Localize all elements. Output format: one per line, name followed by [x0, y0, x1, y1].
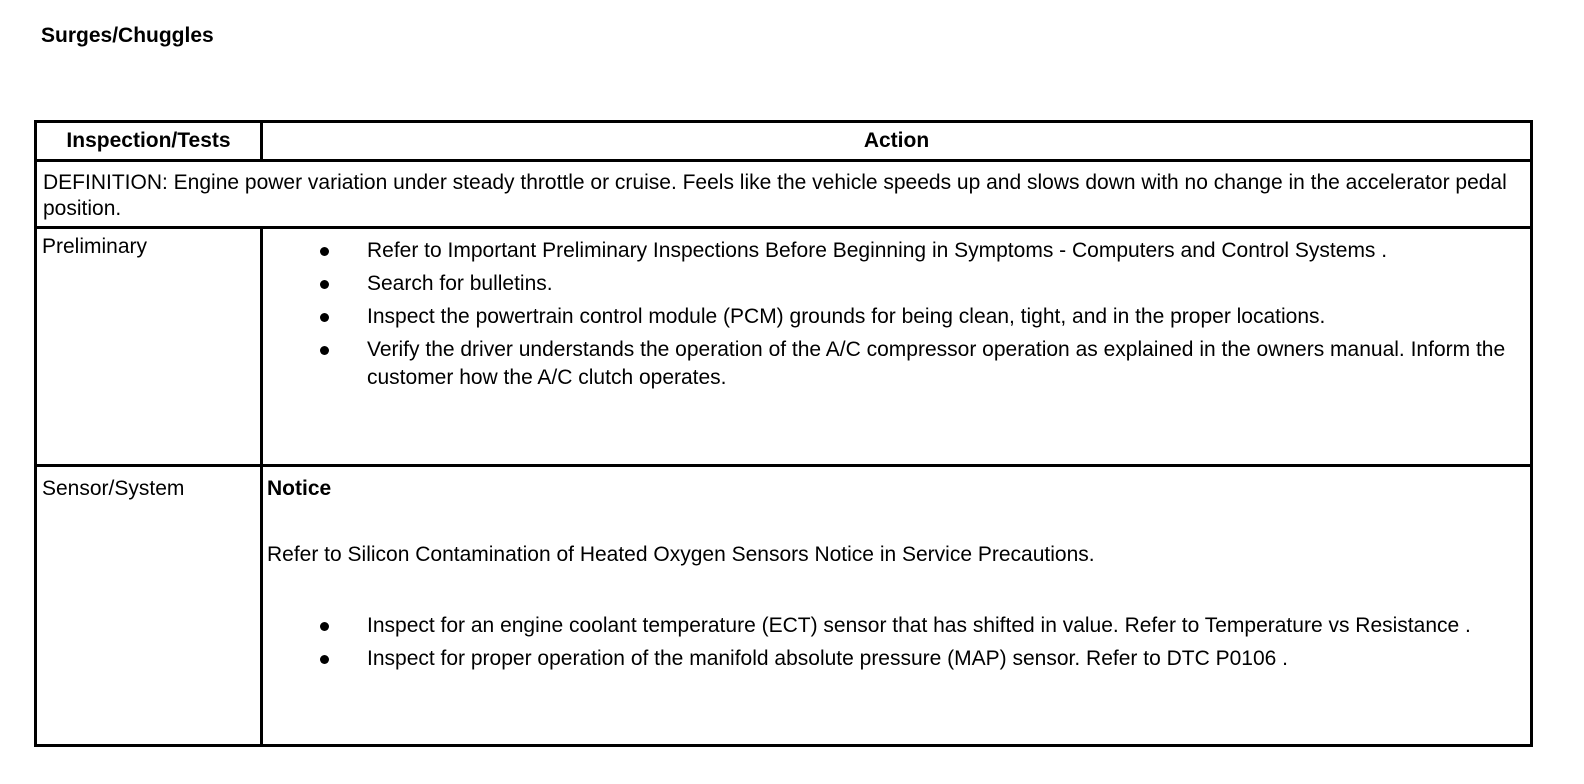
notice-title: Notice — [267, 477, 332, 500]
list-item: Inspect for an engine coolant temperature (ECT) sensor that has shifted in value. Refer to Temperature vs Resistance . — [367, 612, 1520, 640]
inspection-table — [34, 120, 1533, 747]
notice-text: Refer to Silicon Contamination of Heated Oxygen Sensors Notice in Service Precautions. — [267, 543, 1095, 566]
list-item: Inspect the powertrain control module (PCM) grounds for being clean, tight, and in the proper locations. — [367, 303, 1520, 331]
document-title: Surges/Chuggles — [41, 24, 214, 47]
list-item: Refer to Important Preliminary Inspections Before Beginning in Symptoms - Computers and Control Systems . — [367, 237, 1520, 265]
table-header-row — [36, 122, 1532, 161]
header-inspection-tests: Inspection/Tests — [36, 122, 262, 161]
definition-text: DEFINITION: Engine power variation under steady throttle or cruise. Feels like the vehicle speeds up and slows down with no change in the accelerator pedal position. — [36, 161, 1532, 228]
action-cell-preliminary — [262, 228, 1532, 466]
definition-row — [36, 161, 1532, 228]
row-label-sensor-system: Sensor/System — [36, 466, 262, 746]
sensor-system-list — [267, 612, 1520, 673]
list-item: Verify the driver understands the operation of the A/C compressor operation as explained in the owners manual. Inform the customer how the A/C clutch operates. — [367, 336, 1520, 392]
table-row-preliminary — [36, 228, 1532, 466]
preliminary-list — [267, 237, 1520, 392]
list-item: Inspect for proper operation of the manifold absolute pressure (MAP) sensor. Refer to DTC P0106 . — [367, 645, 1520, 673]
table-row-sensor-system — [36, 466, 1532, 746]
action-cell-sensor-system — [262, 466, 1532, 746]
row-label-preliminary: Preliminary — [36, 228, 262, 466]
header-action: Action — [262, 122, 1532, 161]
list-item: Search for bulletins. — [367, 270, 1520, 298]
